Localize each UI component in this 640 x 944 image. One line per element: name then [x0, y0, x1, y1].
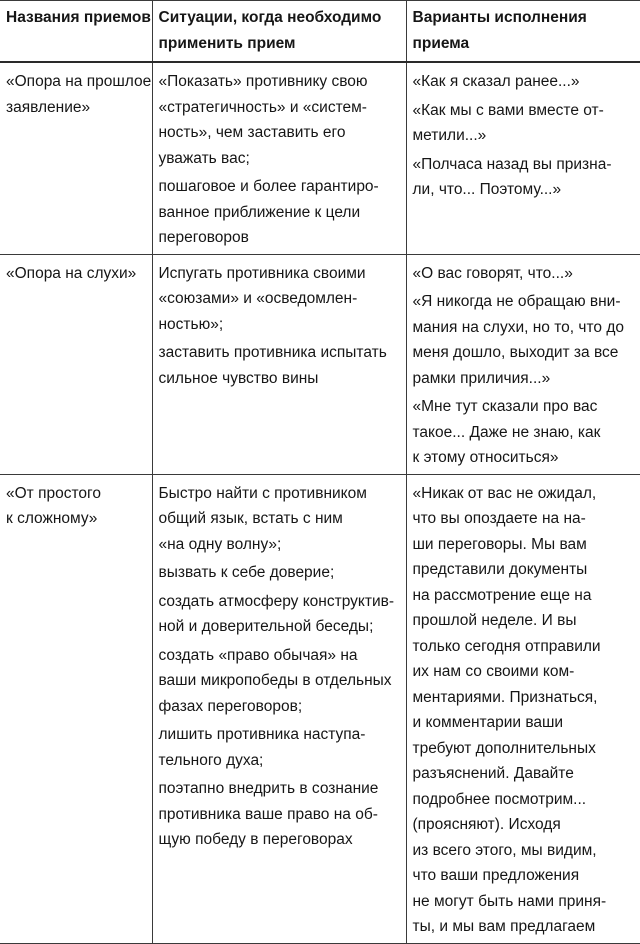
cell-line: такое... Даже не знаю, как: [412, 423, 601, 441]
situation-item: [159, 589, 402, 640]
cell-line: требуют дополнительных: [412, 739, 596, 757]
cell-line: «Мне тут сказали про вас: [412, 398, 598, 415]
cell-line: «От простого: [6, 484, 101, 502]
cell-line: уважать вас;: [158, 149, 250, 167]
variant-item: [413, 69, 637, 95]
header-line: Названия приемов: [6, 9, 151, 26]
cell-line: «стратегичность» и «систем-: [158, 98, 367, 116]
cell-line: ность», чем заставить его: [158, 124, 346, 141]
cell-line: противника ваше право на об-: [158, 805, 378, 823]
cell-line: «Как мы с вами вместе от-: [412, 101, 604, 119]
cell-line: «Показать» противнику свою: [158, 73, 368, 90]
cell-line: переговоров: [158, 229, 249, 246]
cell-line: пошаговое и более гарантиро-: [158, 178, 379, 195]
cell-line: «О вас говорят, что...»: [412, 264, 573, 282]
cell-line: «Никак от вас не ожидал,: [412, 484, 597, 502]
table-row: [0, 254, 640, 474]
cell-line: ной и доверительной беседы;: [158, 618, 374, 635]
cell-line: фазах переговоров;: [158, 697, 303, 715]
cell-line: «Как я сказал ранее...»: [412, 73, 580, 90]
header-line: Варианты исполнения: [412, 9, 587, 26]
cell-line: и комментарии ваши: [412, 714, 564, 731]
variant-item: [413, 98, 637, 149]
situation-item: [159, 722, 402, 773]
variants-cell: [406, 62, 640, 254]
variant-item: [413, 394, 637, 471]
situation-item: [159, 643, 402, 720]
header-line: Ситуации, когда необходимо: [158, 9, 382, 26]
situation-item: [159, 340, 402, 391]
cell-line: метили...»: [412, 127, 487, 144]
header-technique-names: [0, 1, 152, 63]
cell-line: ностью»;: [158, 315, 224, 333]
cell-line: ментариями. Признаться,: [412, 688, 598, 706]
cell-line: мания на слухи, но то, что до: [412, 318, 624, 336]
header-variants: [406, 1, 640, 63]
variant-item: [413, 261, 637, 287]
cell-line: ты, и мы вам предлагаем: [412, 918, 596, 935]
cell-line: (проясняют). Исходя: [412, 816, 561, 833]
table-row: [0, 474, 640, 943]
cell-line: прошлой неделе. И вы: [412, 612, 577, 629]
header-situations: [152, 1, 406, 63]
situation-item: [159, 560, 402, 586]
variant-item: [413, 152, 637, 203]
situation-item: [159, 174, 402, 251]
cell-line: меня дошло, выходит за все: [412, 344, 619, 361]
cell-line: не могут быть нами приня-: [412, 892, 607, 910]
cell-line: поэтапно внедрить в сознание: [158, 780, 379, 797]
situations-cell: [152, 254, 406, 474]
cell-line: что ваши предложения: [412, 867, 580, 884]
header-line: применить прием: [158, 34, 296, 52]
cell-line: «Я никогда не обращаю вни-: [412, 293, 621, 310]
cell-line: «Опора на слухи»: [6, 264, 137, 282]
situations-cell: [152, 62, 406, 254]
cell-line: Быстро найти с противником: [158, 484, 367, 502]
cell-line: на рассмотрение еще на: [412, 586, 592, 604]
variants-cell: [406, 474, 640, 943]
technique-name-cell: [0, 62, 152, 254]
cell-line: ши переговоры. Мы вам: [412, 535, 587, 553]
cell-line: к этому относиться»: [412, 449, 559, 466]
cell-line: сильное чувство вины: [158, 369, 319, 387]
cell-line: ваши микропобеды в отдельных: [158, 672, 392, 689]
cell-line: из всего этого, мы видим,: [412, 841, 597, 859]
situation-item: [159, 261, 402, 338]
header-line: приема: [412, 34, 470, 52]
cell-line: «Опора на прошлое: [6, 73, 152, 90]
cell-line: создать атмосферу конструктив-: [158, 592, 395, 610]
cell-line: «союзами» и «осведомлен-: [158, 290, 358, 307]
cell-line: тельного духа;: [158, 751, 264, 769]
technique-name-cell: [0, 254, 152, 474]
cell-line: только сегодня отправили: [412, 637, 601, 655]
situation-item: [159, 776, 402, 853]
cell-line: вызвать к себе доверие;: [158, 564, 335, 581]
variants-cell: [406, 254, 640, 474]
cell-line: представили документы: [412, 561, 588, 578]
cell-line: ванное приближение к цели: [158, 203, 361, 221]
cell-line: «на одну волну»;: [158, 535, 282, 553]
situation-item: [159, 481, 402, 558]
table-row: [0, 62, 640, 254]
variant-item: [413, 289, 637, 391]
situations-cell: [152, 474, 406, 943]
cell-line: что вы опоздаете на на-: [412, 510, 586, 527]
situation-item: [159, 69, 402, 171]
cell-line: Испугать противника своими: [158, 264, 366, 282]
cell-line: общий язык, встать с ним: [158, 510, 343, 527]
cell-line: их нам со своими ком-: [412, 663, 575, 680]
cell-line: лишить противника наступа-: [158, 726, 366, 743]
technique-name-cell: [0, 474, 152, 943]
cell-line: «Полчаса назад вы призна-: [412, 155, 612, 173]
cell-line: заставить противника испытать: [158, 344, 387, 361]
cell-line: рамки приличия...»: [412, 369, 551, 387]
variant-item: [413, 481, 637, 940]
cell-line: щую победу в переговорах: [158, 831, 353, 848]
cell-line: создать «право обычая» на: [158, 646, 358, 664]
table-header-row: [0, 1, 640, 63]
cell-line: заявление»: [6, 98, 91, 116]
cell-line: разъяснений. Давайте: [412, 765, 574, 782]
cell-line: к сложному»: [6, 510, 98, 527]
cell-line: ли, что... Поэтому...»: [412, 181, 562, 198]
cell-line: подробнее посмотрим...: [412, 790, 587, 808]
